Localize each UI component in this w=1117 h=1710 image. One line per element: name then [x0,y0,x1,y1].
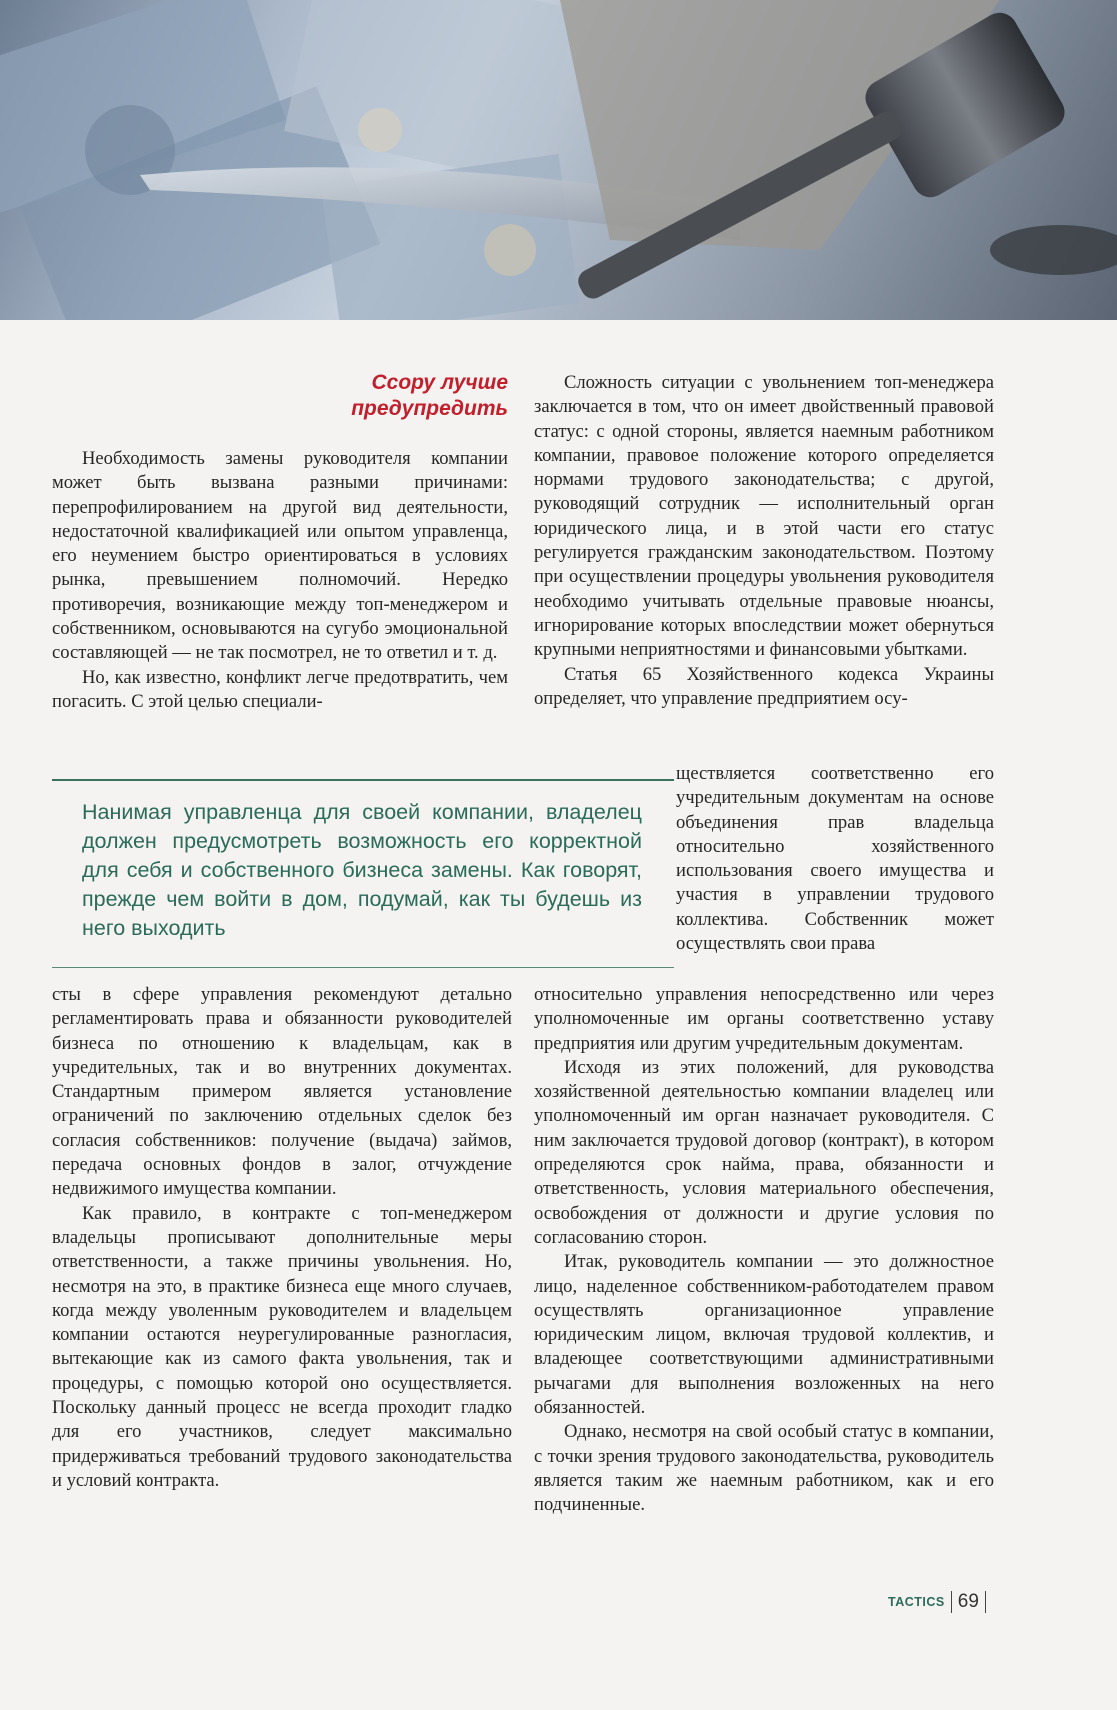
page-number: 69 [957,1591,979,1612]
pullquote-top-rule [52,779,674,781]
right-column-narrow [676,762,994,956]
magazine-brand: TACTICS [888,1595,945,1609]
footer-divider [985,1591,986,1613]
section-title-line-2: предупредить [351,397,508,420]
paragraph: Необходимость замены руководителя компании может быть вызвана разными причинами: перепрофилированием на другой вид деятельности, недостаточной квалификацией или опытом управленца, его неумением быстро ориентироваться в условиях рынка, превышением полномочий. Нередко противоречия, возникающие между топ-менеджером и собственником, основываются на сугубо эмоциональной составляющей — не так посмотрел, не то ответил и т. д. [52,448,508,664]
paragraph: сты в сфере управления рекомендуют детально регламентировать права и обязанности руководителей бизнеса по отношению к владельцам, как в учредительных, так и во внутренних документах. Стандартным примером является установление ограничений по заключению отдельных сделок без согласия собственников: получение (выдача) займов, передача основных фондов в залог, отчуждение недвижимого имущества компании. [52,984,512,1200]
left-column-bottom [52,983,512,1493]
right-column-bottom [534,983,994,1518]
page-footer [888,1589,986,1615]
section-title-line-1: Ссору лучше [371,371,508,394]
paragraph: относительно управления непосредственно или через уполномоченные им органы соответственно уставу предприятия или другим учредительным документам. [534,984,994,1054]
paragraph: Однако, несмотря на свой особый статус в компании, с точки зрения трудового законодательства, руководитель является таким же наемным работником, как и его подчиненные. [534,1421,994,1516]
paragraph: Исходя из этих положений, для руководства хозяйственной деятельностью компании владелец или уполномоченный им орган назначает руководителя. С ним заключается трудовой договор (контракт), в котором определяются срок найма, права, обязанности и ответственность, условия материального обеспечения, освобождения от должности и другие условия по согласованию сторон. [534,1056,994,1248]
paragraph: Как правило, в контракте с топ-менеджером владельцы прописывают дополнительные меры ответственности, а также причины увольнения. Но, несмотря на это, в практике бизнеса еще много случаев, когда между уволенным руководителем и владельцем компании остаются неурегулированные разногласия, вытекающие как из самого факта увольнения, так и процедуры, с помощью которой оно осуществляется. Поскольку данный процесс не всегда проходит гладко для его участников, следует максимально придерживаться требований трудового законодательства и условий контракта. [52,1202,512,1491]
right-column-top [534,371,994,711]
paragraph: Статья 65 Хозяйственного кодекса Украины определяет, что управление предприятием осу- [534,663,994,709]
pullquote: Нанимая управленца для своей компании, владелец должен предусмотреть возможность его корректной для себя и собственного бизнеса замены. Как говорят, прежде чем войти в дом, подумай, как ты будешь из него выходить [82,800,642,940]
pullquote-bottom-rule [52,967,674,968]
section-title [270,370,508,422]
paragraph: Итак, руководитель компании — это должностное лицо, наделенное собственником-работодателем правом осуществлять организационное управление юридическим лицом, включая трудовой коллектив, и владеющее соответствующими административными рычагами для выполнения возложенных на него обязанностей. [534,1251,994,1419]
left-column-top [52,447,508,714]
footer-divider [951,1591,952,1613]
header-photo-collage [0,0,1117,320]
paragraph: Сложность ситуации с увольнением топ-менеджера заключается в том, что он имеет двойственный правовой статус: с одной стороны, является наемным работником компании, правовое положение которого определяется нормами трудового законодательства; с другой, руководящий сотрудник — исполнительный орган юридического лица, и в этой части его статус регулируется гражданским законодательством. Поэтому при осуществлении процедуры увольнения руководителя необходимо учитывать отдельные правовые нюансы, игнорирование которых впоследствии может обернуться крупными неприятностями и финансовыми убытками. [534,372,994,661]
money-and-gavel-illustration [0,0,1117,320]
paragraph: ществляется соответственно его учредительным документам на основе объединения прав владельца относительно хозяйственного использования своего имущества и участия в управлении трудового коллектива. Собственник может осуществлять свои права [676,763,994,955]
paragraph: Но, как известно, конфликт легче предотвратить, чем погасить. С этой целью специали- [52,666,508,712]
